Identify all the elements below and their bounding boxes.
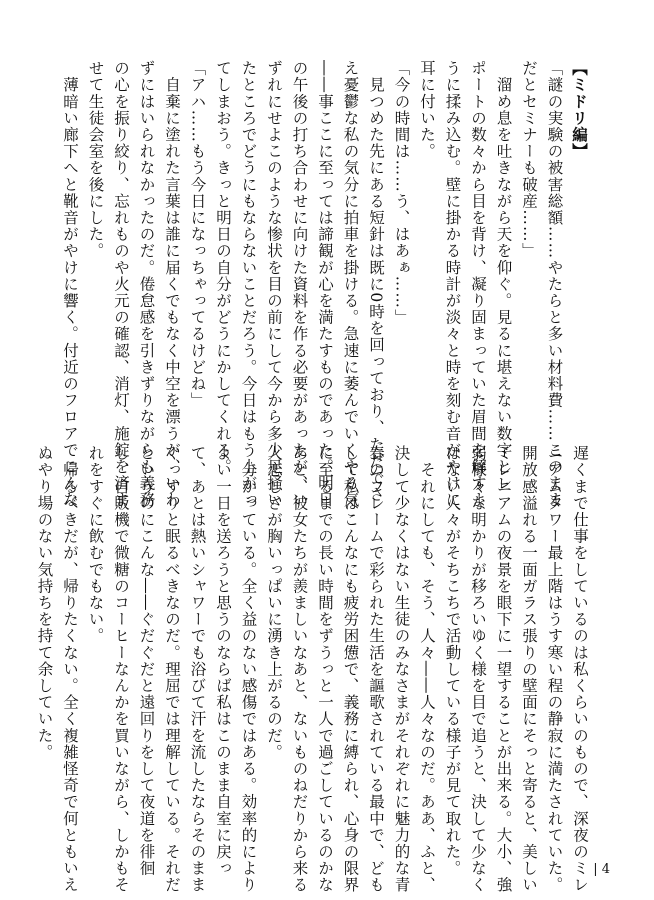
text-line: し、自販機で微糖のコーヒーなんかを買いながら、しかもそ <box>112 445 130 894</box>
text-line: 遅くまで仕事をしているのは私くらいのもので、深夜のミレ <box>571 445 589 894</box>
text-line: え憂鬱な私の気分に拍車を掛ける。急速に萎んでいくやる気 <box>341 60 360 509</box>
section-heading: 【ミドリ編】 <box>570 60 589 160</box>
page-number: | 4 <box>593 862 610 877</box>
text-line: だとセミナーも破産……」 <box>520 60 538 260</box>
top-text-block <box>57 60 593 509</box>
text-line: てしまおう。きっと明日の自分がどうにかしてくれる。 <box>214 60 232 475</box>
text-line: 春のフレームで彩られた生活を謳歌されている最中で、ども <box>367 445 385 894</box>
text-line: ――事ここに至っては諦観が心を満たすものであった。明日 <box>316 60 334 509</box>
text-line: ぬやり場のない気持ちを持て余していた。 <box>35 445 54 761</box>
text-line: ずれにせよこのような惨状を目の前にして今から多少足掻い <box>265 60 283 509</box>
text-line: 「アハ……もう今日になっちゃってるけどね」 <box>188 60 207 409</box>
text-line: はない人々がそちこちで活動している様子が見て取れた。 <box>443 445 462 877</box>
text-line: せて生徒会室を後にした。 <box>86 60 105 260</box>
text-line: の心を振り絞り、忘れものや火元の確認、消灯、施錠を済ま <box>112 60 130 509</box>
text-line: 薄暗い廊下へと靴音がやけに響く。付近のフロアでこんな <box>61 60 79 509</box>
text-line: 帰るべきだが、帰りたくない。全く複雑怪奇で何ともいえ <box>61 445 79 894</box>
text-line: て、あとは熱いシャワーでも浴びて汗を流したならそのまま <box>188 445 207 894</box>
text-line: 溜め息を吐きながら天を仰ぐ。見るに堪えない数字とレ <box>494 60 513 492</box>
text-line: 自棄に塗れた言葉は誰に届くでもなく中空を漂うが、いわ <box>163 60 181 509</box>
text-line: 見つめた先にある短針は既に0時を回っており、ただでさ <box>367 60 385 503</box>
text-line: よい一日を送ろうと思うのならば私はこのまま自室に戻っ <box>214 445 232 877</box>
text-line: 「謎の実験の被害総額……やたらと多い材料費……このまま <box>545 60 564 509</box>
text-line: 弱様々な明かりが移ろいゆく様を目で追うと、決して少なく <box>469 445 487 894</box>
text-line: それにしても、そう、人々――人々なのだ。ああ、ふと、 <box>418 445 436 894</box>
text-line: うに揉み込む。壁に掛かる時計が淡々と時を刻む音がやけに <box>443 60 462 509</box>
text-line: に至るまでの長い時間をずうっと一人で過ごしているのかな <box>316 445 334 894</box>
text-line: ぐっすりと眠るべきなのだ。理屈では理解している。それだ <box>163 445 181 894</box>
text-line: 人恋しさが胸いっぱいに湧き上がるのだ。 <box>265 445 283 761</box>
text-line: 「今の時間は……う、はあぁ……」 <box>392 60 411 326</box>
text-line: ミレニアムの夜景を眼下に一望することが出来る。大小、強 <box>494 445 513 894</box>
text-line: ずにはいられなかったのだ。倦怠感を引きずりながらも義務 <box>137 60 156 509</box>
text-line: 分かっている。全く益のない感傷ではある。効率的により <box>239 445 258 894</box>
text-line: れをすぐに飲むでもない。 <box>86 445 105 645</box>
text-line: ポートの数々から目を背け、凝り固まっていた眉間を解すよ <box>469 60 487 509</box>
text-line: ニアムタワー最上階はうす寒い程の静寂に満たされていた。 <box>545 445 564 894</box>
text-line: というのにこんな――ぐだぐだと遠回りをして夜道を徘徊 <box>137 445 156 877</box>
text-line: たところでどうにもならないことだろう。今日はもう上がっ <box>239 60 258 509</box>
text-line: して私はこんなにも疲労困憊で、義務に縛られ、心身の限界 <box>341 445 360 894</box>
text-line: あと、彼女たちが羨ましいなあと、ないものねだりから来る <box>290 445 309 894</box>
text-line: 開放感溢れる一面ガラス張りの壁面にそっと寄ると、美しい <box>520 445 538 894</box>
text-line: 決して少なくはない生徒のみなさまがそれぞれに魅力的な青 <box>392 445 411 894</box>
text-line: の午後の打ち合わせに向けた資料を作る必要があったが、い <box>290 60 309 509</box>
bottom-text-block <box>31 445 592 894</box>
text-line: 耳に付いた。 <box>418 60 436 160</box>
